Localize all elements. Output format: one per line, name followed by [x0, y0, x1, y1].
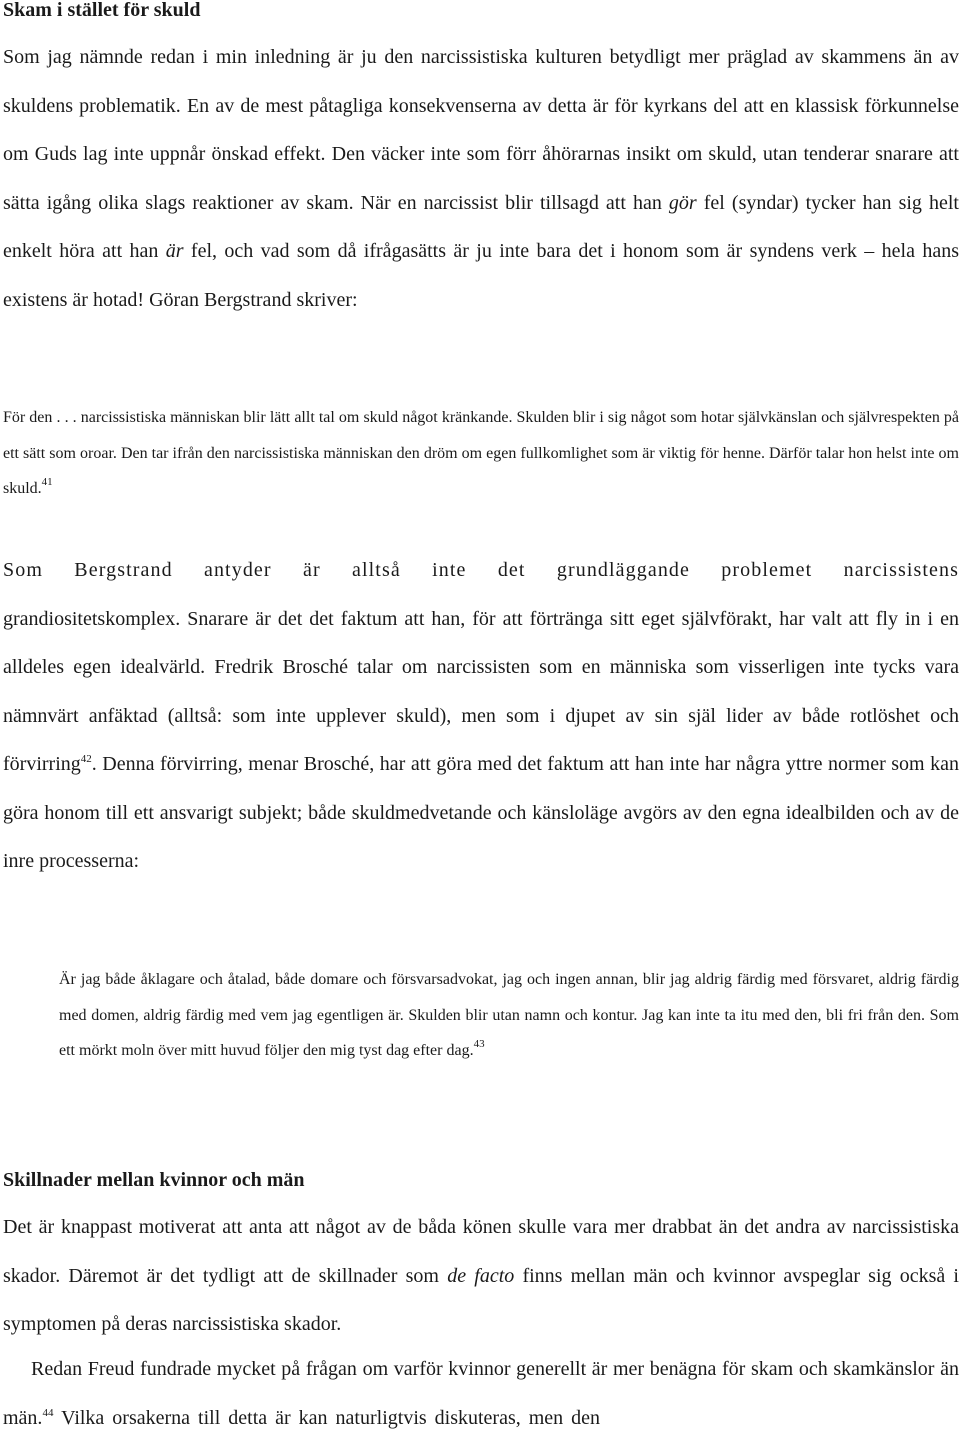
paragraph-text: grandiositetskomplex. Snarare är det det faktum att han, för att förtränga sitt eget självförakt, har valt att fly in i en alldeles egen idealvärld. Fredrik Brosché talar om narcissisten som en människa som visserligen inte tycks vara nämnvärt anfäktad (alltså: som inte upplever skuld), men som i djupet av sin själ lider av både rotlöshet och förvirring [3, 607, 959, 775]
paragraph-first-line: Som Bergstrand antyder är alltså inte det grundläggande problemet narcissistens [3, 559, 959, 581]
paragraph-freud [3, 1345, 959, 1442]
quote-text: Är jag både åklagare och åtalad, både domare och försvarsadvokat, jag och ingen annan, blir jag aldrig färdig med försvaret, aldrig färdig med domen, aldrig färdig med vem jag egentligen är. Skulden blir utan namn och kontur. Jag kan inte ta itu med den, bli fri från den. Som ett mörkt moln över mitt huvud följer den mig tyst dag efter dag. [59, 971, 959, 1059]
paragraph-bergstrand [3, 546, 959, 886]
paragraph-differences [3, 1203, 959, 1349]
paragraph-text: finns mellan män och kvinnor avspeglar sig också i symptomen på deras narcissistiska skador. [3, 1264, 959, 1335]
quote-text: För den . . . narcissistiska människan blir lätt allt tal om skuld något kränkande. Skulden blir i sig något som hotar självkänslan och självrespekten på ett sätt som oroar. Den tar ifrån den narcissistiska människan den dröm om egen fullkomlighet som är viktig för henne. Därför talar hon helst inte om skuld. [3, 409, 959, 497]
section-heading-shame: Skam i stället för skuld [3, 0, 201, 21]
block-quote-brosche [59, 962, 959, 1069]
emphasis-gor: gör [668, 191, 697, 214]
emphasis-de-facto: de facto [447, 1264, 515, 1287]
footnote-ref-41: 41 [41, 476, 53, 488]
block-quote-bergstrand [3, 400, 959, 507]
footnote-ref-43: 43 [473, 1038, 485, 1050]
emphasis-ar: är [165, 240, 184, 262]
paragraph-text: Redan Freud fundrade mycket på frågan om varför kvinnor generellt är mer benägna för skam och skamkänslor än män. [3, 1358, 959, 1429]
paragraph-text: Vilka orsakerna till detta är kan naturligtvis diskuteras, men den [53, 1406, 601, 1429]
paragraph-text: . Denna förvirring, menar Brosché, har att göra med det faktum att han inte har några yttre normer som kan göra honom till ett ansvarigt subjekt; både skuldmedvetande och känsloläge avgörs av den egna idealbilden och av de inre processerna: [3, 753, 959, 872]
paragraph-text: Som jag nämnde redan i min inledning är ju den narcissistiska kulturen betydligt mer präglad av skammens än av skuldens problematik. En av de mest påtagliga konsekvenserna av detta är för kyrkans del att en klassisk förkunnelse om Guds lag inte uppnår önskad effekt. Den väcker inte som förr åhörarnas insikt om skuld, utan tenderar snarare att sätta igång olika slags reaktioner av skam. När en narcissist blir tillsagd att han [3, 46, 959, 214]
footnote-ref-44: 44 [42, 1406, 54, 1419]
section-heading-differences: Skillnader mellan kvinnor och män [3, 1169, 305, 1191]
footnote-ref-42: 42 [80, 753, 92, 765]
paragraph-text: fel (syndar) tycker han sig helt enkelt höra att han [3, 191, 959, 262]
paragraph-intro [3, 33, 959, 324]
paragraph-text: fel, och vad som då ifrågasätts är ju inte bara det i honom som är syndens verk – hela hans existens är hotad! Göran Bergstrand skriver: [3, 240, 960, 311]
paragraph-text: Det är knappast motiverat att anta att något av de båda könen skulle vara mer drabbat än det andra av narcissistiska skador. Däremot är det tydligt att de skillnader som [3, 1216, 959, 1287]
